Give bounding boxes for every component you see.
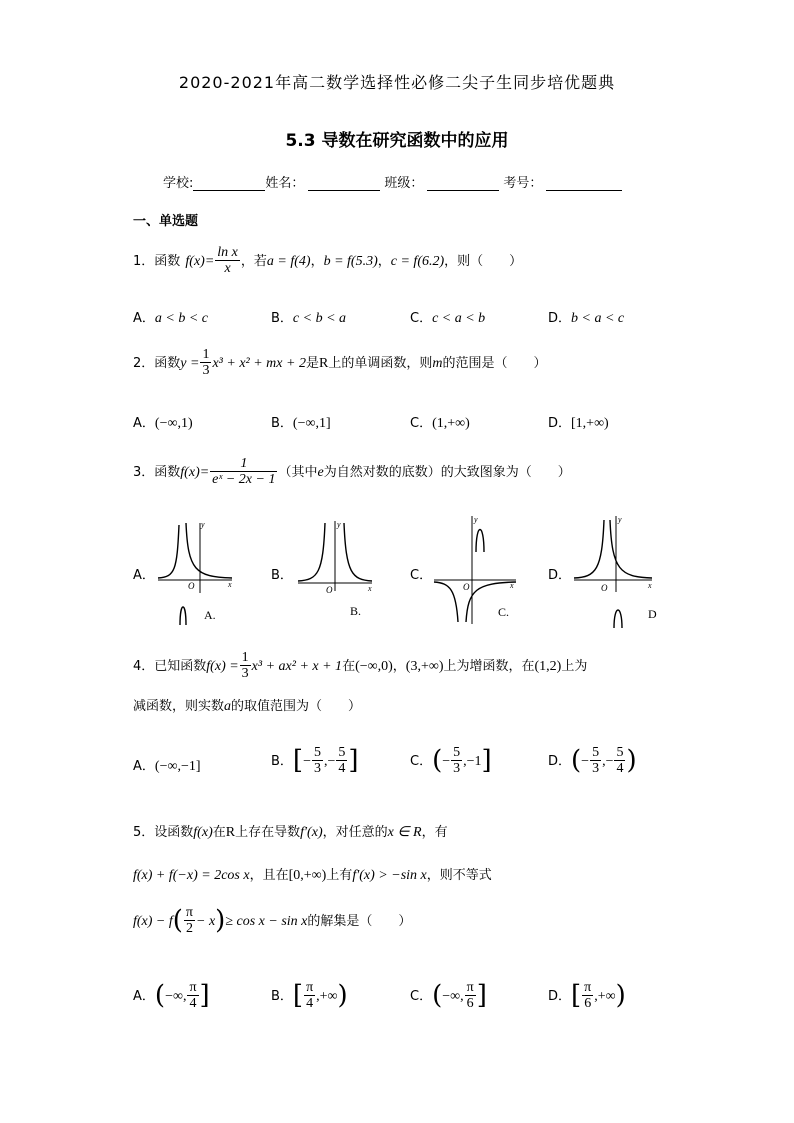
question-2-stem	[133, 347, 546, 378]
fraction	[187, 980, 198, 1011]
polynomial: x³ + x² + mx + 2	[212, 356, 306, 371]
question-5-stem	[133, 821, 448, 841]
question-4-stem	[133, 650, 587, 681]
variable-m: m	[432, 356, 443, 371]
question-number: 4．	[133, 659, 155, 674]
open-bracket: (	[432, 980, 443, 1011]
option-value: (−∞,−1]	[154, 759, 201, 774]
stem-text: 函数	[154, 465, 181, 480]
open-bracket: [	[292, 745, 304, 776]
condition-b: b = f(5.3)	[323, 254, 378, 269]
fraction	[590, 745, 601, 776]
close-bracket: ]	[199, 980, 210, 1011]
option-label: A．	[133, 759, 155, 774]
fraction-numerator: π	[185, 905, 193, 920]
graph-tag: D	[648, 607, 657, 621]
option-value: a < b < c	[154, 311, 209, 326]
fraction-denominator: 4	[306, 996, 314, 1011]
fraction	[304, 980, 315, 1011]
question-4-option-a[interactable]	[133, 755, 201, 775]
open-bracket: [	[292, 980, 304, 1011]
option-label: B．	[271, 416, 293, 431]
stem-text: ，且在	[249, 868, 289, 883]
question-4-option-d[interactable]	[548, 745, 637, 776]
fraction-denominator: 4	[616, 761, 624, 776]
fraction-denominator: 3	[313, 761, 321, 776]
origin-label: O	[326, 585, 333, 595]
interval-3: (1,2)	[534, 659, 562, 674]
open-bracket: (	[432, 745, 443, 776]
fraction	[200, 347, 211, 378]
fraction-numerator: 5	[592, 745, 600, 760]
option-label: C．	[410, 568, 433, 583]
question-2-option-c[interactable]	[410, 412, 470, 432]
option-label: A．	[133, 568, 155, 583]
stem-text: ，对任意的	[322, 825, 388, 840]
fraction	[465, 980, 476, 1011]
origin-label: O	[188, 581, 195, 591]
series-title: 2020-2021年高二数学选择性必修二尖子生同步培优题典	[178, 73, 616, 92]
fraction	[614, 745, 625, 776]
graph-c[interactable]	[430, 512, 522, 627]
y-axis-label: y	[618, 515, 622, 524]
fraction-numerator: π	[189, 980, 197, 995]
question-3-option-c[interactable]	[410, 564, 432, 583]
fraction-denominator: 3	[241, 666, 249, 681]
question-5-option-a[interactable]	[133, 980, 210, 1011]
fraction-denominator: 3	[592, 761, 600, 776]
question-5-option-d[interactable]	[548, 980, 626, 1011]
graph-tag: C.	[498, 605, 510, 619]
close-paren: )	[215, 905, 226, 936]
option-label: D．	[548, 568, 572, 583]
separator: ，	[392, 659, 406, 674]
option-suffix: ,+∞	[594, 989, 616, 1004]
graph-b[interactable]	[290, 515, 382, 627]
fraction-numerator: 5	[338, 745, 346, 760]
question-1-option-c[interactable]	[410, 307, 485, 327]
x-axis-label: x	[648, 581, 652, 590]
option-value: (−∞,1)	[154, 416, 193, 431]
number-label: 考号：	[503, 176, 543, 191]
number-field[interactable]	[546, 176, 622, 191]
fraction	[184, 905, 195, 936]
open-bracket: (	[154, 980, 166, 1011]
fraction-numerator: π	[306, 980, 314, 995]
option-value: b < a < c	[571, 311, 625, 326]
name-label: 姓名：	[265, 176, 305, 191]
close-bracket: ]	[481, 745, 492, 776]
student-info-row	[163, 172, 622, 191]
fraction-denominator: 2	[185, 921, 193, 936]
stem-text: 上为增函数，在	[443, 659, 535, 674]
stem-text: 上为	[561, 659, 588, 674]
stem-text: （其中	[278, 465, 318, 480]
fraction-denominator: 4	[338, 761, 346, 776]
option-label: D．	[548, 311, 572, 326]
y-axis-label: y	[201, 520, 205, 529]
close-bracket: )	[626, 745, 637, 776]
open-bracket: (	[571, 745, 582, 776]
fraction-denominator: 3	[453, 761, 461, 776]
stem-text: ，则不等式	[426, 868, 492, 883]
stem-text: 上存在导数	[235, 825, 301, 840]
question-5-stem-line-3	[133, 905, 411, 936]
minus-sign: −	[581, 754, 590, 769]
open-bracket: [	[571, 980, 582, 1011]
minus-sign: −	[303, 754, 311, 769]
stem-text: 的取值范围为（ ）	[231, 699, 362, 714]
option-label: D．	[548, 754, 572, 769]
fraction-denominator: 4	[189, 996, 197, 1011]
stem-text: 函数	[154, 254, 181, 269]
graph-tag: A.	[204, 608, 216, 622]
option-label: C．	[410, 754, 433, 769]
function-expression: f(x) =	[206, 659, 239, 674]
function-fx: f(x)	[193, 825, 213, 840]
condition-c: c = f(6.2)	[390, 254, 445, 269]
variable-a: a	[224, 699, 232, 714]
condition-a: a = f(4)	[266, 254, 311, 269]
option-value: [1,+∞)	[571, 416, 609, 431]
question-2-option-d[interactable]	[548, 412, 609, 432]
question-number: 2．	[133, 356, 155, 371]
close-bracket: ]	[476, 980, 487, 1011]
fraction	[215, 245, 240, 276]
option-label: B．	[271, 568, 293, 583]
graph-d[interactable]	[568, 512, 664, 630]
interval: [0,+∞)	[288, 868, 327, 883]
separator: ，	[377, 254, 391, 269]
stem-text: 已知函数	[154, 659, 207, 674]
option-label: A．	[133, 989, 155, 1004]
fraction-denominator: x	[224, 261, 231, 276]
real-set: R	[225, 825, 236, 840]
fraction	[451, 745, 462, 776]
fraction	[582, 980, 593, 1011]
document-title: 5.3 导数在研究函数中的应用	[285, 131, 509, 151]
stem-text: 的解集是（ ）	[307, 914, 412, 929]
fraction-numerator: 5	[453, 745, 461, 760]
class-field[interactable]	[427, 176, 499, 191]
stem-text: ，有	[421, 825, 448, 840]
x-in-r: x ∈ R	[387, 825, 422, 840]
comma: ,−	[602, 754, 614, 769]
question-3-stem	[133, 456, 571, 487]
fraction-numerator: 1	[202, 347, 210, 362]
fraction	[312, 745, 323, 776]
name-field[interactable]	[308, 176, 380, 191]
stem-text: ，则（ ）	[444, 254, 523, 269]
option-prefix: −∞,	[165, 989, 187, 1004]
interval-2: (3,+∞)	[405, 659, 444, 674]
question-number: 3．	[133, 465, 155, 480]
stem-text: ，若	[240, 254, 267, 269]
expression: ≥ cos x − sin x	[225, 914, 308, 929]
question-5-option-b[interactable]	[271, 980, 348, 1011]
option-label: B．	[271, 989, 293, 1004]
close-bracket: )	[337, 980, 348, 1011]
option-value: (−∞,1]	[292, 416, 331, 431]
derivative: f′(x)	[300, 825, 323, 840]
close-bracket: )	[615, 980, 626, 1011]
fraction-numerator: 5	[313, 745, 321, 760]
option-label: A．	[133, 416, 155, 431]
school-field[interactable]	[193, 176, 265, 191]
fraction-denominator: 3	[202, 363, 210, 378]
separator: ，	[310, 254, 324, 269]
y-axis-label: y	[337, 520, 341, 529]
section-heading: 一、单选题	[133, 214, 199, 229]
question-number: 5．	[133, 825, 155, 840]
option-value: c < b < a	[292, 311, 347, 326]
fraction-numerator: π	[466, 980, 474, 995]
fraction-numerator: 1	[210, 456, 277, 472]
x-axis-label: x	[368, 584, 372, 593]
equation: f(x) + f(−x) = 2cos x	[133, 868, 250, 883]
comma: ,	[463, 754, 467, 769]
polynomial: x³ + ax² + x + 1	[251, 659, 343, 674]
question-5-stem-line-2	[133, 864, 492, 884]
comma: ,−	[323, 754, 336, 769]
expression: − x	[196, 914, 216, 929]
graph-a[interactable]	[150, 515, 242, 627]
interval-1: (−∞,0)	[355, 659, 393, 674]
origin-label: O	[463, 582, 470, 592]
option-prefix: −∞,	[442, 989, 464, 1004]
option-tail: −1	[466, 754, 482, 769]
close-bracket: ]	[348, 745, 359, 776]
stem-text: 设函数	[154, 825, 194, 840]
euler-e: e	[317, 465, 324, 480]
question-1-stem	[133, 245, 522, 276]
stem-text: 减函数，则实数	[133, 699, 225, 714]
stem-text: 上的单调函数，则	[328, 356, 433, 371]
option-label: C．	[410, 416, 433, 431]
option-label: B．	[271, 311, 293, 326]
minus-sign: −	[442, 754, 451, 769]
option-label: D．	[548, 416, 572, 431]
graph-tag: B.	[350, 604, 362, 618]
stem-text: 在	[342, 659, 356, 674]
stem-text: 函数	[154, 356, 181, 371]
fraction	[336, 745, 347, 776]
option-label: C．	[410, 989, 433, 1004]
option-label: B．	[271, 754, 293, 769]
fraction-numerator: 5	[616, 745, 624, 760]
origin-label: O	[601, 583, 608, 593]
fraction-denominator: 6	[466, 996, 474, 1011]
open-paren: (	[172, 905, 183, 936]
question-4-option-b[interactable]	[271, 745, 359, 776]
fraction-numerator: ln x	[217, 245, 238, 260]
y-equals: y =	[180, 356, 200, 371]
fraction	[210, 456, 277, 487]
stem-text: 上有	[326, 868, 353, 883]
x-axis-label: x	[510, 581, 514, 590]
option-label: C．	[410, 311, 433, 326]
option-value: c < a < b	[432, 311, 486, 326]
function-expression: f(x)=	[180, 465, 210, 480]
fraction-denominator: 6	[584, 996, 592, 1011]
fraction-numerator: π	[584, 980, 592, 995]
question-2-option-a[interactable]	[133, 412, 193, 432]
school-label: 学校:	[163, 176, 194, 191]
option-suffix: ,+∞	[316, 989, 338, 1004]
question-5-option-c[interactable]	[410, 980, 487, 1011]
option-label: A．	[133, 311, 155, 326]
option-value: (1,+∞)	[432, 416, 470, 431]
option-label: D．	[548, 989, 572, 1004]
stem-text: 在	[212, 825, 226, 840]
y-axis-label: y	[474, 515, 478, 524]
question-2-option-b[interactable]	[271, 412, 331, 432]
fraction-denominator: eˣ − 2x − 1	[212, 472, 276, 487]
question-1-option-a[interactable]	[133, 307, 208, 327]
inequality: f′(x) > −sin x	[352, 868, 427, 883]
stem-text: 的范围是（ ）	[442, 356, 547, 371]
expression: f(x) − f	[133, 914, 173, 929]
question-1-option-b[interactable]	[271, 307, 346, 327]
stem-text: 为自然对数的底数）的大致图象为（ ）	[323, 465, 571, 480]
function-expression: f(x)=	[185, 254, 215, 269]
fraction-numerator: 1	[241, 650, 249, 665]
question-number: 1．	[133, 254, 155, 269]
x-axis-label: x	[228, 580, 232, 589]
fraction	[240, 650, 251, 681]
question-4-option-c[interactable]	[410, 745, 492, 776]
stem-text: 是	[305, 356, 319, 371]
question-1-option-d[interactable]	[548, 307, 624, 327]
real-set: R	[318, 356, 329, 371]
class-label: 班级：	[384, 176, 424, 191]
question-4-stem-line-2	[133, 695, 361, 715]
